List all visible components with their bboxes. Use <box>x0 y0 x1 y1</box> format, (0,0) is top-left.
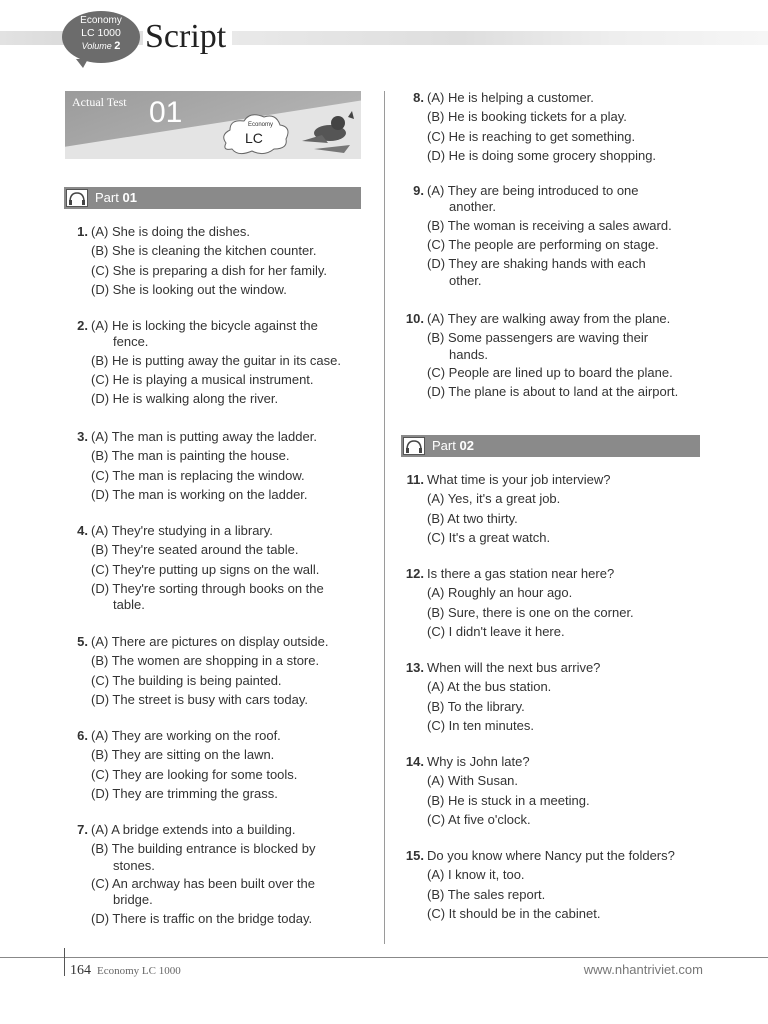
answer-option <box>91 745 381 764</box>
answer-option-text: (C) They're putting up signs on the wall. <box>91 561 320 577</box>
answer-option <box>91 427 381 446</box>
answer-option <box>91 261 381 280</box>
answer-option-text: (C) The man is replacing the window. <box>91 467 305 483</box>
answer-option-text: (A) Yes, it's a great job. <box>427 491 561 507</box>
book-badge <box>62 11 140 63</box>
logo-small-text: Economy <box>248 122 274 128</box>
answer-option-text: (C) He is reaching to get something. <box>427 128 636 144</box>
question-stem: Is there a gas station near here? <box>427 566 615 581</box>
answer-option-continuation: another. <box>449 199 496 215</box>
badge-volume-label: Volume <box>81 41 112 51</box>
answer-option-text: (D) There is traffic on the bridge today. <box>91 910 313 926</box>
answer-option-text: (B) To the library. <box>427 698 525 714</box>
question-item <box>406 470 717 547</box>
question-stem: What time is your job interview? <box>427 472 611 487</box>
question-item <box>413 181 717 289</box>
answer-option-text: (D) The plane is about to land at the airport. <box>427 384 679 400</box>
answer-option <box>91 784 381 803</box>
answer-option <box>91 765 381 784</box>
answer-option <box>91 466 381 485</box>
answer-option <box>427 216 717 235</box>
banner-label: Actual Test <box>72 95 127 109</box>
answer-option <box>91 632 381 651</box>
answer-option-text: (A) A bridge extends into a building. <box>91 822 296 837</box>
answer-option <box>91 579 381 614</box>
answer-option-continuation: fence. <box>113 334 149 350</box>
question-number: 14. <box>405 754 424 769</box>
question-number: 3. <box>77 429 88 444</box>
answer-option-text: (C) The building is being painted. <box>91 672 282 688</box>
answer-option <box>91 690 381 709</box>
part-01-number: 01 <box>122 190 137 205</box>
answer-option-continuation: bridge. <box>113 892 153 908</box>
mascot-logo-icon <box>218 105 358 159</box>
answer-option <box>91 726 381 745</box>
answer-option <box>91 370 381 389</box>
answer-option-text: (B) He is putting away the guitar in its case. <box>91 352 342 368</box>
part-02-word: Part <box>432 438 456 453</box>
question-item <box>77 316 381 409</box>
answer-option-text: (C) They are looking for some tools. <box>91 766 298 782</box>
answer-option <box>91 316 381 351</box>
answer-option-text: (D) The street is busy with cars today. <box>91 691 308 707</box>
question-item <box>77 521 381 614</box>
answer-option <box>427 328 717 363</box>
answer-option <box>91 839 381 874</box>
answer-option-text: (B) They're seated around the table. <box>91 542 299 558</box>
answer-option <box>91 351 381 370</box>
badge-series: Economy <box>80 15 122 26</box>
question-number: 13. <box>405 660 424 675</box>
answer-option-text: (C) I didn't leave it here. <box>427 623 565 639</box>
part-02-number: 02 <box>459 438 474 453</box>
answer-option <box>91 540 381 559</box>
answer-option-text: (C) In ten minutes. <box>427 717 534 733</box>
question-stem: Do you know where Nancy put the folders? <box>427 848 675 863</box>
answer-option-text: (B) The woman is receiving a sales award. <box>427 217 672 233</box>
part-02-header <box>401 435 700 457</box>
question-number: 5. <box>77 634 88 649</box>
question-item <box>77 632 381 709</box>
answer-option-text: (B) He is booking tickets for a play. <box>427 109 627 125</box>
answer-option <box>427 885 717 904</box>
answer-option-text: (B) He is stuck in a meeting. <box>427 792 590 808</box>
answer-option-text: (C) At five o'clock. <box>427 811 531 827</box>
page-number: 164 <box>70 963 91 978</box>
answer-option-text: (A) With Susan. <box>427 773 519 789</box>
answer-option-text: (B) The women are shopping in a store. <box>91 653 320 669</box>
part-01-header <box>64 187 361 209</box>
answer-option-text: (C) The people are performing on stage. <box>427 237 659 253</box>
question-item <box>405 564 717 641</box>
answer-option-text: (B) The sales report. <box>427 886 546 902</box>
part-01-word: Part <box>95 190 119 205</box>
answer-option <box>427 771 717 790</box>
answer-option <box>427 904 717 923</box>
question-number: 1. <box>77 224 88 239</box>
answer-option <box>427 363 717 382</box>
question-stem: Why is John late? <box>427 754 530 769</box>
answer-option <box>91 241 381 260</box>
answer-option <box>427 509 717 528</box>
answer-option-text: (A) I know it, too. <box>427 867 525 883</box>
answer-option <box>427 309 717 328</box>
footer-tick <box>64 948 65 976</box>
answer-option-text: (D) He is doing some grocery shopping. <box>427 147 657 163</box>
question-item <box>77 222 381 299</box>
page-title: Script <box>143 17 232 57</box>
question-item <box>405 752 717 829</box>
answer-option-text: (D) He is walking along the river. <box>91 391 279 407</box>
answer-option-text: (D) They are trimming the grass. <box>91 785 278 801</box>
answer-option <box>427 146 717 165</box>
answer-option <box>91 874 381 909</box>
answer-option <box>427 235 717 254</box>
headphones-icon <box>66 189 88 207</box>
answer-option <box>427 603 717 622</box>
answer-option <box>427 716 717 735</box>
answer-option <box>91 651 381 670</box>
logo-lc-text: LC <box>245 130 263 146</box>
answer-option-text: (B) At two thirty. <box>427 510 518 526</box>
answer-option-text: (B) Some passengers are waving their <box>427 330 649 346</box>
answer-option-text: (A) At the bus station. <box>427 679 552 695</box>
part-02-label <box>432 435 474 457</box>
answer-option <box>427 697 717 716</box>
answer-option <box>91 389 381 408</box>
badge-tail <box>76 59 88 68</box>
answer-option <box>427 254 717 289</box>
answer-option-text: (C) He is playing a musical instrument. <box>91 372 314 388</box>
footer-book-title: Economy LC 1000 <box>97 965 181 977</box>
answer-option-text: (C) It's a great watch. <box>427 529 551 545</box>
answer-option-text: (A) He is locking the bicycle against the <box>91 318 318 333</box>
actual-test-banner <box>65 91 361 159</box>
answer-option-text: (A) They're studying in a library. <box>91 523 273 538</box>
answer-option-continuation: table. <box>113 597 145 613</box>
question-item <box>405 658 717 735</box>
answer-option <box>91 671 381 690</box>
answer-option <box>427 583 717 602</box>
answer-option-text: (A) They are being introduced to one <box>427 183 639 198</box>
answer-option <box>91 820 381 839</box>
question-number: 8. <box>413 90 424 105</box>
answer-option <box>427 677 717 696</box>
answer-option-text: (D) She is looking out the window. <box>91 281 287 297</box>
question-number: 12. <box>405 566 424 581</box>
question-item <box>77 820 381 928</box>
answer-option-text: (C) People are lined up to board the plane. <box>427 365 673 381</box>
answer-option <box>427 127 717 146</box>
question-item <box>405 309 717 402</box>
answer-option-text: (A) She is doing the dishes. <box>91 224 250 239</box>
answer-option-text: (B) The building entrance is blocked by <box>91 841 316 857</box>
answer-option-text: (B) She is cleaning the kitchen counter. <box>91 243 317 259</box>
question-item <box>77 726 381 803</box>
question-number: 6. <box>77 728 88 743</box>
question-number: 2. <box>77 318 88 333</box>
answer-option <box>427 382 717 401</box>
answer-option <box>91 485 381 504</box>
answer-option-text: (C) An archway has been built over the <box>91 876 316 892</box>
banner-number: 01 <box>149 96 183 129</box>
answer-option-text: (B) The man is painting the house. <box>91 448 290 464</box>
answer-option-text: (C) She is preparing a dish for her family. <box>91 262 328 278</box>
answer-option-text: (A) He is helping a customer. <box>427 90 594 105</box>
badge-volume-number: 2 <box>114 40 121 52</box>
answer-option-continuation: other. <box>449 272 482 288</box>
answer-option-text: (D) They are shaking hands with each <box>427 256 646 272</box>
answer-option-text: (A) Roughly an hour ago. <box>427 585 573 601</box>
question-number: 10. <box>405 311 424 326</box>
answer-option <box>427 865 717 884</box>
answer-option-continuation: stones. <box>113 857 155 873</box>
answer-option <box>427 181 717 216</box>
answer-option <box>91 222 381 241</box>
answer-option <box>427 791 717 810</box>
answer-option <box>91 280 381 299</box>
answer-option <box>427 489 717 508</box>
question-number: 15. <box>405 848 424 863</box>
column-divider <box>384 91 385 944</box>
answer-option-text: (B) They are sitting on the lawn. <box>91 747 275 763</box>
question-stem: When will the next bus arrive? <box>427 660 601 675</box>
question-number: 4. <box>77 523 88 538</box>
question-number: 9. <box>413 183 424 198</box>
answer-option-text: (D) The man is working on the ladder. <box>91 486 308 502</box>
footer-rule <box>0 957 768 958</box>
question-item <box>77 427 381 504</box>
answer-option-text: (A) The man is putting away the ladder. <box>91 429 317 444</box>
answer-option <box>91 560 381 579</box>
footer-page <box>70 963 181 979</box>
answer-option <box>427 107 717 126</box>
answer-option <box>427 622 717 641</box>
badge-volume <box>62 40 140 53</box>
answer-option-text: (A) They are working on the roof. <box>91 728 281 743</box>
answer-option-text: (B) Sure, there is one on the corner. <box>427 604 634 620</box>
answer-option <box>427 88 717 107</box>
question-item <box>405 846 717 923</box>
question-item <box>413 88 717 165</box>
answer-option-text: (A) There are pictures on display outside. <box>91 634 329 649</box>
answer-option-continuation: hands. <box>449 346 489 362</box>
headphones-icon <box>403 437 425 455</box>
answer-option <box>91 521 381 540</box>
footer-url: www.nhantriviet.com <box>583 962 703 977</box>
answer-option-text: (A) They are walking away from the plane. <box>427 311 671 326</box>
answer-option <box>91 909 381 928</box>
answer-option <box>91 446 381 465</box>
answer-option <box>427 528 717 547</box>
question-number: 11. <box>406 472 424 487</box>
part-01-label <box>95 187 137 209</box>
answer-option-text: (D) They're sorting through books on the <box>91 580 324 596</box>
answer-option <box>427 810 717 829</box>
answer-option-text: (C) It should be in the cabinet. <box>427 905 601 921</box>
question-number: 7. <box>77 822 88 837</box>
badge-title: LC 1000 <box>81 27 121 39</box>
